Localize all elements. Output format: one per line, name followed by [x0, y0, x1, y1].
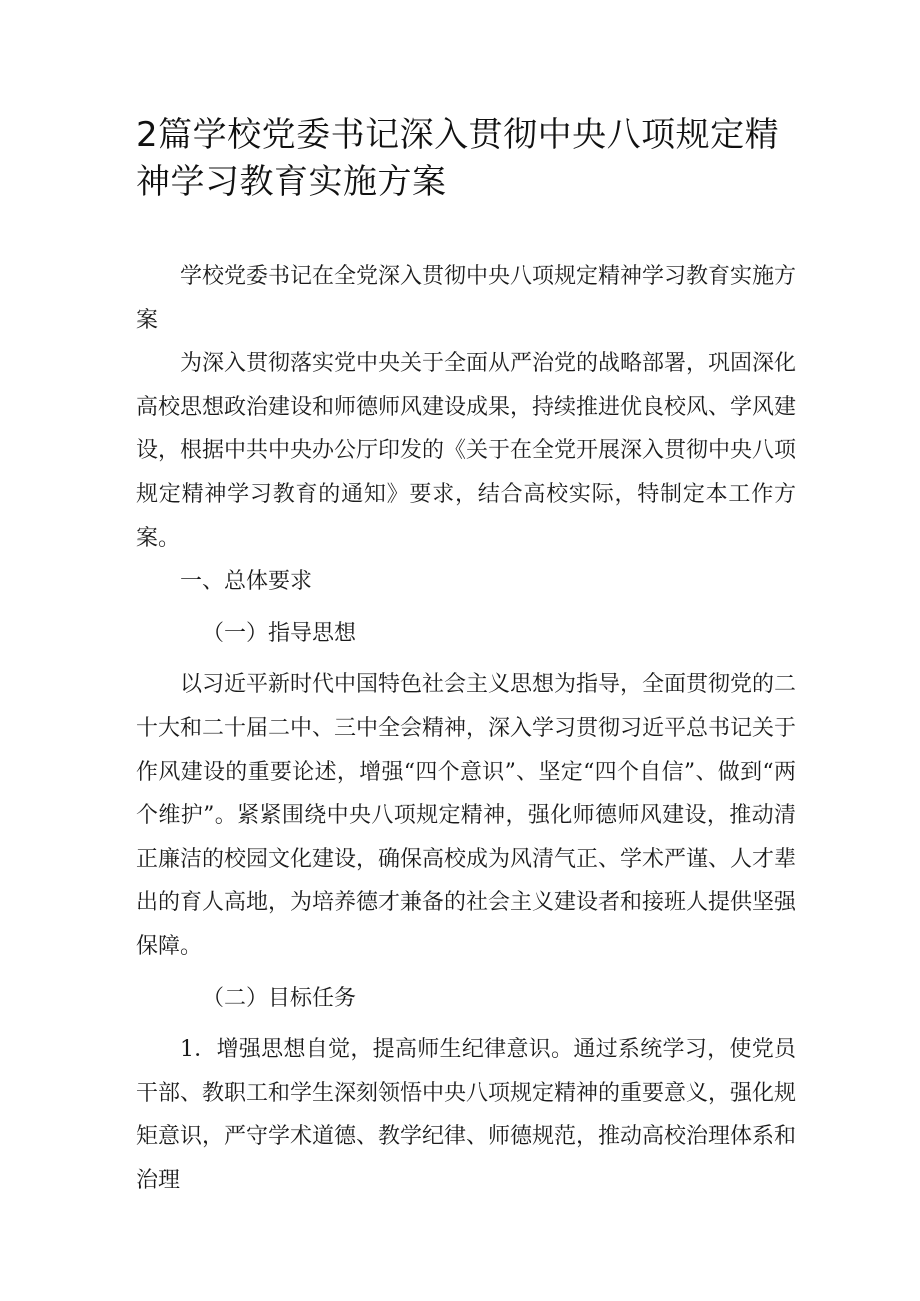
paragraph-goal-1: 1．增强思想自觉，提高师生纪律意识。通过系统学习，使党员干部、教职工和学生深刻领悟中央八项规定精神的重要意义，强化规矩意识，严守学术道德、教学纪律、师德规范，推动高校治理体系和治理: [136, 1037, 797, 1193]
subsection-heading-goals-tasks: （二）目标任务: [202, 985, 357, 1011]
paragraph-subtitle: 学校党委书记在全党深入贯彻中央八项规定精神学习教育实施方案: [136, 264, 797, 333]
document-body: [136, 255, 796, 1202]
document-title: 2篇学校党委书记深入贯彻中央八项规定精神学习教育实施方案: [136, 115, 780, 202]
subsection-heading-guiding-ideology: （一）指导思想: [202, 620, 357, 646]
section-heading-general-requirements: 一、总体要求: [180, 569, 313, 595]
paragraph-guiding-ideology: 以习近平新时代中国特色社会主义思想为指导，全面贯彻党的二十大和二十届二中、三中全会精神，深入学习贯彻习近平总书记关于作风建设的重要论述，增强“四个意识”、坚定“四个自信”、做到“两个维护”。紧紧围绕中央八项规定精神，强化师德师风建设，推动清正廉洁的校园文化建设，确保高校成为风清气正、学术严谨、人才辈出的育人高地，为培养德才兼备的社会主义建设者和接班人提供坚强保障。: [136, 672, 797, 959]
paragraph-intro: 为深入贯彻落实党中央关于全面从严治党的战略部署，巩固深化高校思想政治建设和师德师风建设成果，持续推进优良校风、学风建设，根据中共中央办公厅印发的《关于在全党开展深入贯彻中央八项规定精神学习教育的通知》要求，结合高校实际，特制定本工作方案。: [136, 351, 797, 551]
